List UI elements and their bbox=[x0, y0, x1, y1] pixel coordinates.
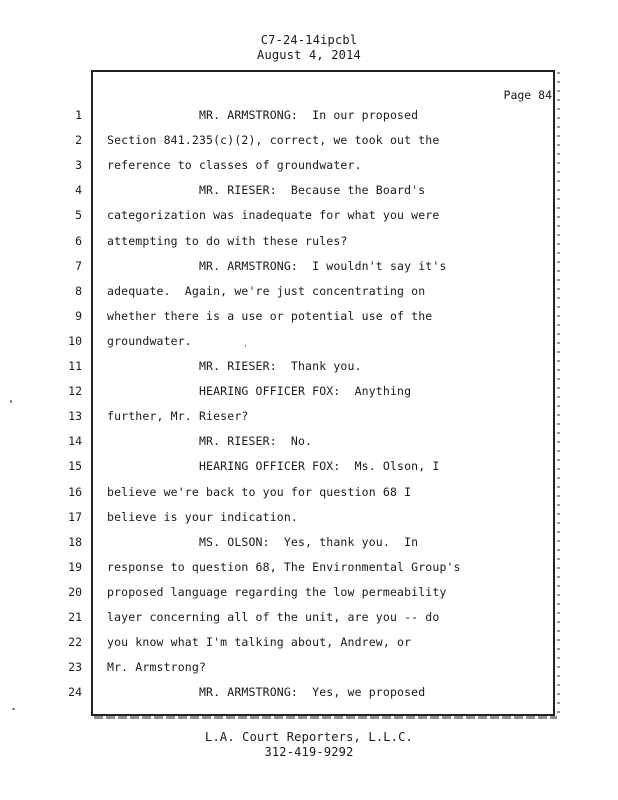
transcript-line: categorization was inadequate for what you were bbox=[107, 208, 440, 222]
line-number: 10 bbox=[68, 334, 82, 348]
line-number: 22 bbox=[68, 635, 82, 649]
transcript-line: HEARING OFFICER FOX: Ms. Olson, I bbox=[107, 459, 440, 473]
transcript-header bbox=[0, 33, 618, 63]
frame-bottom-edge bbox=[94, 716, 557, 719]
line-number: 12 bbox=[68, 384, 82, 398]
line-number: 21 bbox=[68, 610, 82, 624]
hearing-date: August 4, 2014 bbox=[257, 48, 361, 62]
line-number: 8 bbox=[75, 284, 82, 298]
transcript-line: response to question 68, The Environmental Group's bbox=[107, 560, 461, 574]
reporter-phone: 312-419-9292 bbox=[264, 745, 354, 759]
transcript-line: reference to classes of groundwater. bbox=[107, 158, 362, 172]
transcript-line: further, Mr. Rieser? bbox=[107, 409, 249, 423]
line-number: 7 bbox=[75, 259, 82, 273]
transcript-line: adequate. Again, we're just concentrating on bbox=[107, 284, 426, 298]
line-number: 24 bbox=[68, 685, 82, 699]
scan-speck bbox=[12, 708, 15, 710]
line-number: 17 bbox=[68, 510, 82, 524]
line-number: 4 bbox=[75, 183, 82, 197]
scan-speck bbox=[10, 400, 12, 403]
line-number: 1 bbox=[75, 108, 82, 122]
page-number: Page 84 bbox=[503, 88, 552, 102]
transcript-line: MR. ARMSTRONG: In our proposed bbox=[107, 108, 419, 122]
transcript-line: MR. RIESER: Thank you. bbox=[107, 359, 362, 373]
transcript-line: MR. RIESER: No. bbox=[107, 434, 313, 448]
transcript-line: layer concerning all of the unit, are you -- do bbox=[107, 610, 440, 624]
line-number: 13 bbox=[68, 409, 82, 423]
line-number: 6 bbox=[75, 234, 82, 248]
scan-speck bbox=[245, 345, 246, 347]
transcript-line: MR. ARMSTRONG: Yes, we proposed bbox=[107, 685, 426, 699]
line-number: 14 bbox=[68, 434, 82, 448]
transcript-line: MS. OLSON: Yes, thank you. In bbox=[107, 535, 419, 549]
case-number: C7-24-14ipcbl bbox=[260, 33, 358, 47]
transcript-line: whether there is a use or potential use of the bbox=[107, 309, 433, 323]
line-number: 3 bbox=[75, 158, 82, 172]
transcript-line: groundwater. bbox=[107, 334, 192, 348]
line-number: 19 bbox=[68, 560, 82, 574]
frame-right-edge bbox=[557, 72, 560, 716]
transcript-line: proposed language regarding the low permeability bbox=[107, 585, 447, 599]
transcript-line: believe is your indication. bbox=[107, 510, 298, 524]
transcript-line: Mr. Armstrong? bbox=[107, 660, 207, 674]
transcript-line: Section 841.235(c)(2), correct, we took out the bbox=[107, 133, 440, 147]
transcript-line: MR. ARMSTRONG: I wouldn't say it's bbox=[107, 259, 447, 273]
line-number: 20 bbox=[68, 585, 82, 599]
transcript-line: you know what I'm talking about, Andrew, or bbox=[107, 635, 412, 649]
transcript-line: believe we're back to you for question 68 I bbox=[107, 485, 412, 499]
line-number: 2 bbox=[75, 133, 82, 147]
transcript-footer bbox=[0, 730, 618, 760]
transcript-line: HEARING OFFICER FOX: Anything bbox=[107, 384, 412, 398]
reporter-company: L.A. Court Reporters, L.L.C. bbox=[205, 730, 413, 744]
line-number: 15 bbox=[68, 459, 82, 473]
line-number: 16 bbox=[68, 485, 82, 499]
line-number: 18 bbox=[68, 535, 82, 549]
line-number: 5 bbox=[75, 208, 82, 222]
line-number: 9 bbox=[75, 309, 82, 323]
line-number: 23 bbox=[68, 660, 82, 674]
line-number: 11 bbox=[68, 359, 82, 373]
transcript-line: MR. RIESER: Because the Board's bbox=[107, 183, 426, 197]
transcript-line: attempting to do with these rules? bbox=[107, 234, 348, 248]
